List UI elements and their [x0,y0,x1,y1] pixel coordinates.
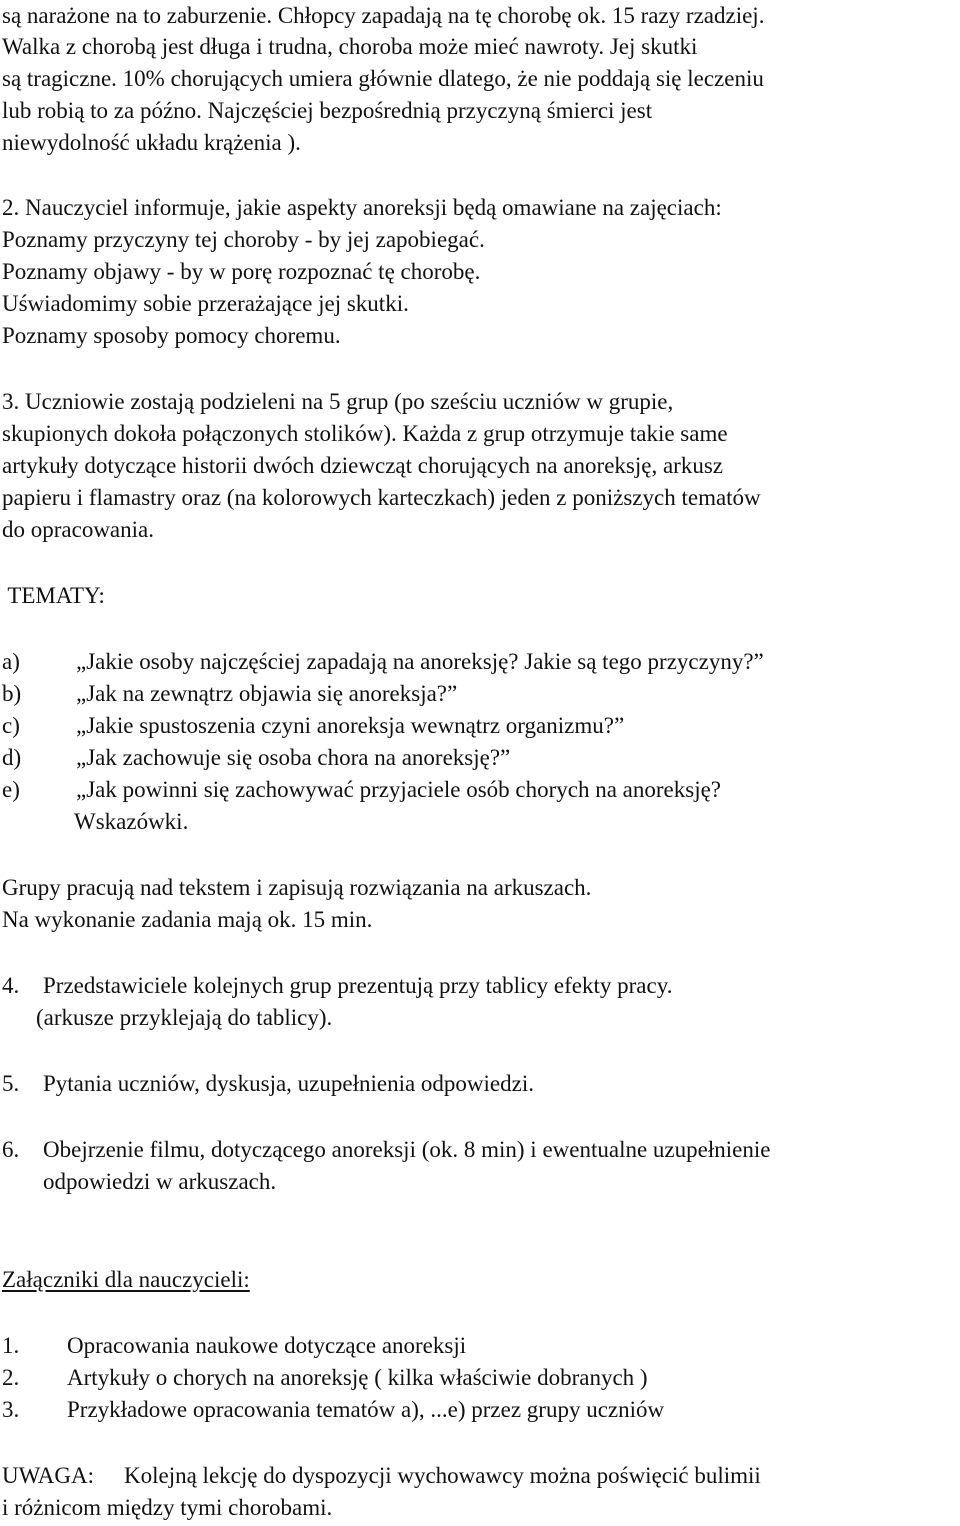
note-continuation: i różnicom między tymi chorobami. [2,1495,333,1520]
intro-line: są tragiczne. 10% chorujących umiera głównie dlatego, że nie poddają się leczeniu [2,66,764,91]
attachment-item [2,1362,648,1394]
step-marker: 4. [2,973,20,998]
topics-title: TEMATY: [2,583,105,608]
step-marker: 6. [2,1137,20,1162]
topic-marker: c) [2,713,20,738]
step-continuation: odpowiedzi w arkuszach. [43,1169,277,1194]
attachment-text: Przykładowe opracowania tematów a), ...e) przez grupy uczniów [67,1397,665,1422]
note-text: Kolejną lekcję do dyspozycji wychowawcy można poświęcić bulimii [124,1463,761,1488]
step-item [2,1134,770,1166]
step-3-line: 3. Uczniowie zostają podzieleni na 5 grup (po sześciu uczniów w grupie, [2,389,674,414]
topic-item [2,742,510,774]
topic-text: „Jakie osoby najczęściej zapadają na anoreksję? Jakie są tego przyczyny?” [76,649,764,674]
topic-item [2,774,721,806]
attachment-marker: 2. [2,1365,20,1390]
topic-continuation: Wskazówki. [74,809,189,834]
topic-text: „Jakie spustoszenia czyni anoreksja wewnątrz organizmu?” [76,713,625,738]
topic-item [2,646,764,678]
intro-line: Walka z chorobą jest długa i trudna, choroba może mieć nawroty. Jej skutki [2,34,698,59]
topic-marker: e) [2,777,20,802]
step-2-item: Poznamy objawy - by w porę rozpoznać tę chorobę. [2,259,481,284]
step-marker: 5. [2,1071,20,1096]
step-2-item: Uświadomimy sobie przerażające jej skutki. [2,291,409,316]
step-text: Przedstawiciele kolejnych grup prezentują przy tablicy efekty pracy. [43,973,673,998]
step-text: Pytania uczniów, dyskusja, uzupełnienia odpowiedzi. [43,1071,534,1096]
topic-marker: b) [2,681,22,706]
attachment-marker: 1. [2,1333,20,1358]
groupwork-line: Grupy pracują nad tekstem i zapisują rozwiązania na arkuszach. [2,875,592,900]
topic-text: „Jak na zewnątrz objawia się anoreksja?” [76,681,458,706]
topic-marker: a) [2,649,20,674]
step-3-line: do opracowania. [2,517,154,542]
step-3-line: skupionych dokoła połączonych stolików). Każda z grup otrzymuje takie same [2,421,728,446]
step-item [2,970,672,1002]
step-3-line: artykuły dotyczące historii dwóch dziewcząt chorujących na anoreksję, arkusz [2,453,723,478]
step-2-item: Poznamy sposoby pomocy choremu. [2,323,341,348]
step-2-item: Poznamy przyczyny tej choroby - by jej zapobiegać. [2,227,485,252]
topic-marker: d) [2,745,22,770]
step-3-line: papieru i flamastry oraz (na kolorowych karteczkach) jeden z poniższych tematów [2,485,761,510]
step-2-heading: 2. Nauczyciel informuje, jakie aspekty anoreksji będą omawiane na zajęciach: [2,195,722,220]
attachment-text: Opracowania naukowe dotyczące anoreksji [67,1333,467,1358]
attachment-item [2,1330,466,1362]
topic-text: „Jak zachowuje się osoba chora na anoreksję?” [76,745,511,770]
step-continuation: (arkusze przyklejają do tablicy). [36,1005,333,1030]
intro-line: są narażone na to zaburzenie. Chłopcy zapadają na tę chorobę ok. 15 razy rzadziej. [2,3,765,28]
topic-text: „Jak powinni się zachowywać przyjaciele osób chorych na anoreksję? [76,777,722,802]
step-item [2,1068,534,1100]
attachment-text: Artykuły o chorych na anoreksję ( kilka właściwie dobranych ) [67,1365,648,1390]
topic-item [2,678,457,710]
topic-item [2,710,624,742]
attachment-item [2,1394,664,1426]
attachments-title: Załączniki dla nauczycieli: [2,1267,250,1292]
intro-line: lub robią to za późno. Najczęściej bezpośrednią przyczyną śmierci jest [2,98,653,123]
groupwork-line: Na wykonanie zadania mają ok. 15 min. [2,907,373,932]
step-text: Obejrzenie filmu, dotyczącego anoreksji (ok. 8 min) i ewentualne uzupełnienie [43,1137,771,1162]
note-label: UWAGA: [2,1463,94,1488]
attachment-marker: 3. [2,1397,20,1422]
note-line [2,1460,761,1492]
intro-line: niewydolność układu krążenia ). [2,130,301,155]
